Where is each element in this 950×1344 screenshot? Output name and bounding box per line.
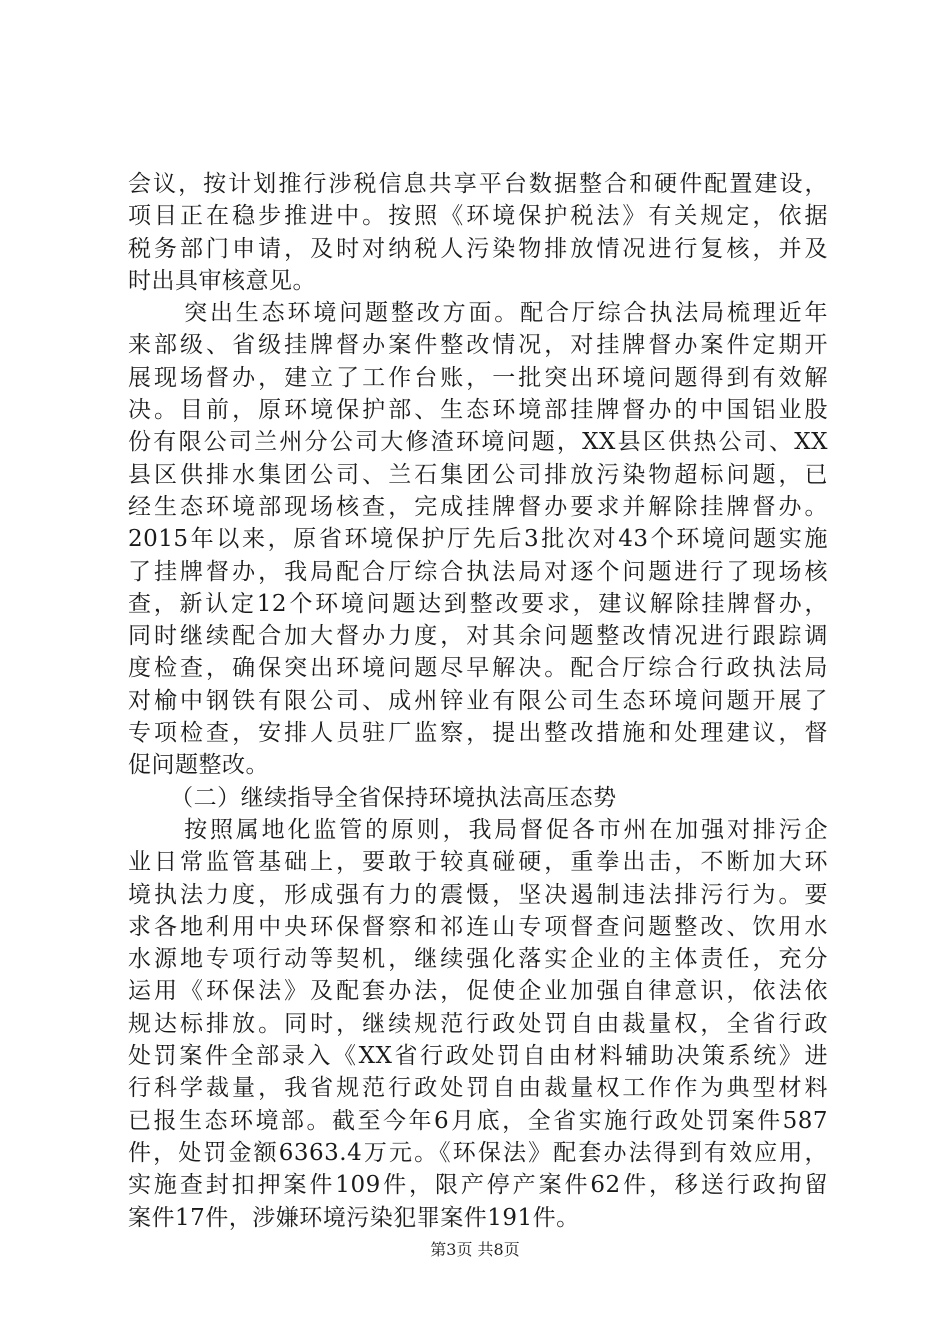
text-line: 案件17件，涉嫌环境污染犯罪案件191件。 [128, 1204, 580, 1231]
text-line: 了挂牌督办，我局配合厅综合执法局对逐个问题进行了现场核 [128, 558, 828, 585]
text-line: 实施查封扣押案件109件，限产停产案件62件，移送行政拘留 [128, 1172, 828, 1199]
text-line: 同时继续配合加大督办力度，对其余问题整改情况进行跟踪调 [128, 623, 828, 650]
document-body [128, 168, 828, 1234]
text-line: 水源地专项行动等契机，继续强化落实企业的主体责任，充分 [128, 946, 828, 973]
text-line: 份有限公司兰州分公司大修渣环境问题，XX县区供热公司、XX [128, 429, 828, 456]
text-line: 业日常监管基础上，要敢于较真碰硬，重拳出击，不断加大环 [128, 849, 828, 876]
text-line: （二）继续指导全省保持环境执法高压态势 [170, 784, 617, 811]
text-line: 按照属地化监管的原则，我局督促各市州在加强对排污企 [184, 816, 828, 843]
page-number-footer: 第3页 共8页 [430, 1240, 520, 1259]
text-line: 境执法力度，形成强有力的震慑，坚决遏制违法排污行为。要 [128, 881, 828, 908]
text-line: 决。目前，原环境保护部、生态环境部挂牌督办的中国铝业股 [128, 397, 828, 424]
text-line: 已报生态环境部。截至今年6月底，全省实施行政处罚案件587 [128, 1107, 828, 1134]
text-line: 促问题整改。 [128, 752, 269, 779]
text-line: 查，新认定12个环境问题达到整改要求，建议解除挂牌督办， [128, 590, 828, 617]
text-line: 行科学裁量，我省规范行政处罚自由裁量权工作作为典型材料 [128, 1075, 828, 1102]
text-line: 经生态环境部现场核查，完成挂牌督办要求并解除挂牌督办。 [128, 493, 828, 520]
text-line: 运用《环保法》及配套办法，促使企业加强自律意识，依法依 [128, 978, 828, 1005]
text-line: 规达标排放。同时，继续规范行政处罚自由裁量权，全省行政 [128, 1010, 828, 1037]
text-line: 项目正在稳步推进中。按照《环境保护税法》有关规定，依据 [128, 203, 828, 230]
text-line: 会议，按计划推行涉税信息共享平台数据整合和硬件配置建设， [128, 171, 828, 197]
text-line: 专项检查，安排人员驻厂监察，提出整改措施和处理建议，督 [128, 720, 828, 747]
text-line: 处罚案件全部录入《XX省行政处罚自由材料辅助决策系统》进 [128, 1043, 828, 1070]
text-line: 度检查，确保突出环境问题尽早解决。配合厅综合行政执法局 [128, 655, 828, 682]
text-line: 对榆中钢铁有限公司、成州锌业有限公司生态环境问题开展了 [128, 687, 828, 714]
text-line: 件，处罚金额6363.4万元。《环保法》配套办法得到有效应用， [128, 1139, 828, 1166]
text-line: 求各地利用中央环保督察和祁连山专项督查问题整改、饮用水 [128, 913, 828, 940]
text-line: 县区供排水集团公司、兰石集团公司排放污染物超标问题，已 [128, 461, 828, 488]
text-line: 税务部门申请，及时对纳税人污染物排放情况进行复核，并及 [128, 235, 828, 262]
text-line: 时出具审核意见。 [128, 267, 316, 294]
text-line: 2015年以来，原省环境保护厅先后3批次对43个环境问题实施 [128, 526, 828, 553]
text-line: 来部级、省级挂牌督办案件整改情况，对挂牌督办案件定期开 [128, 332, 828, 359]
text-line: 展现场督办，建立了工作台账，一批突出环境问题得到有效解 [128, 364, 828, 391]
text-line: 突出生态环境问题整改方面。配合厅综合执法局梳理近年 [184, 300, 828, 327]
